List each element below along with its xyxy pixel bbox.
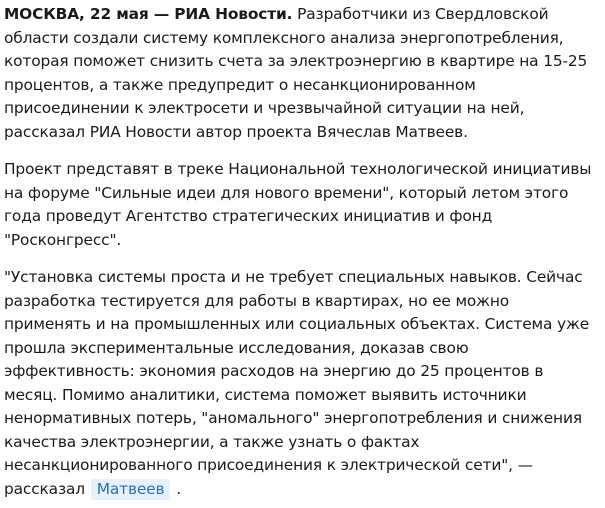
paragraph-3	[4, 266, 599, 501]
person-link-matveev[interactable]: Матвеев	[91, 479, 171, 500]
paragraph-lead	[4, 3, 599, 144]
quote-text: "Установка системы проста и не требует специальных навыков. Сейчас разработка тестируется для работы в квартирах, но ее можно применять и на промышленных или социальных объектах. Система уже прошла экспериментальные исследования, доказав свою эффективность: экономия расходов на энергию до 25 процентов в месяц. Помимо аналитики, система поможет выявить источники ненормативных потерь, "аномального" энергопотребления и снижения качества электроэнергии, а также узнать о фактах несанкционированного присоединения к электрической сети", — рассказал	[4, 268, 590, 498]
dateline: МОСКВА, 22 мая — РИА Новости.	[4, 5, 293, 23]
paragraph-2: Проект представят в треке Национальной технологической инициативы на форуме "Сильные идеи для нового времени", который летом этого года проведут Агентство стратегических инициатив и фонд "Росконгресс".	[4, 160, 592, 249]
lead-text: Разработчики из Свердловской области создали систему комплексного анализа энергопотребления, которая поможет снизить счета за электроэнергию в квартире на 15-25 процентов, а также предупредит о несанкционированном присоединении к электросети и чрезвычайной ситуации на ней, рассказал РИА Новости автор проекта Вячеслав Матвеев.	[4, 5, 588, 141]
closing-period: .	[176, 479, 181, 498]
